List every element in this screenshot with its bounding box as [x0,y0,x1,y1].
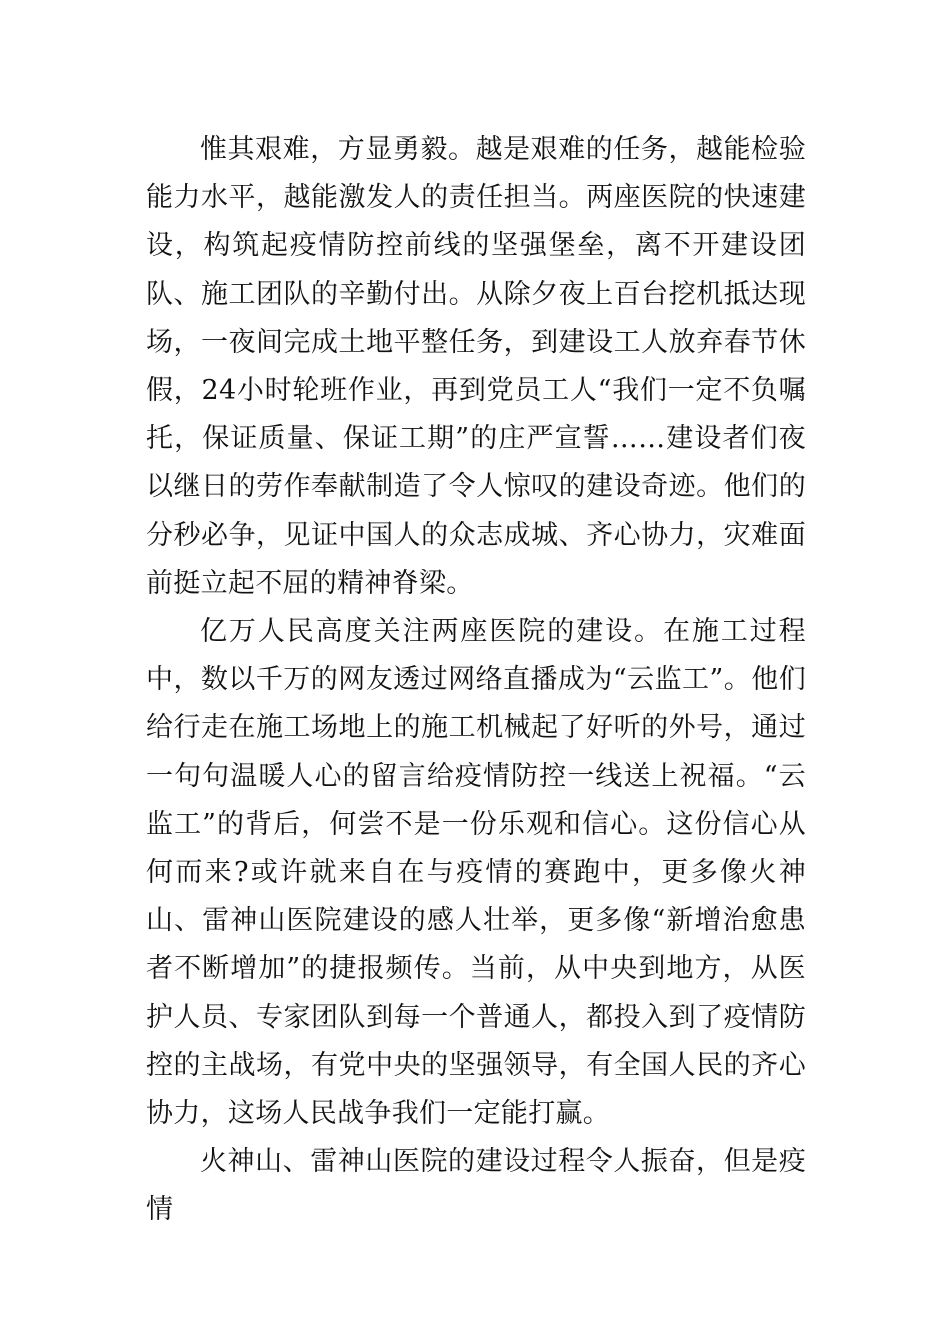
document-body [146,126,806,1235]
paragraph-3: 火神山、雷神山医院的建设过程令人振奋，但是疫情 [146,1146,806,1226]
paragraph-1: 惟其艰难，方显勇毅。越是艰难的任务，越能检验能力水平，越能激发人的责任担当。两座医院的快速建设，构筑起疫情防控前线的坚强堡垒，离不开建设团队、施工团队的辛勤付出。从除夕夜上百台挖机抵达现场，一夜间完成土地平整任务，到建设工人放弃春节休假，24小时轮班作业，再到党员工人“我们一定不负嘱托，保证质量、保证工期”的庄严宣誓……建设者们夜以继日的劳作奉献制造了令人惊叹的建设奇迹。他们的分秒必争，见证中国人的众志成城、齐心协力，灾难面前挺立起不屈的精神脊梁。 [146,134,806,599]
paragraph-2: 亿万人民高度关注两座医院的建设。在施工过程中，数以千万的网友透过网络直播成为“云监工”。他们给行走在施工场地上的施工机械起了好听的外号，通过一句句温暖人心的留言给疫情防控一线送上祝福。“云监工”的背后，何尝不是一份乐观和信心。这份信心从何而来?或许就来自在与疫情的赛跑中，更多像火神山、雷神山医院建设的感人壮举，更多像“新增治愈患者不断增加”的捷报频传。当前，从中央到地方，从医护人员、专家团队到每一个普通人，都投入到了疫情防控的主战场，有党中央的坚强领导，有全国人民的齐心协力，这场人民战争我们一定能打赢。 [146,616,806,1130]
